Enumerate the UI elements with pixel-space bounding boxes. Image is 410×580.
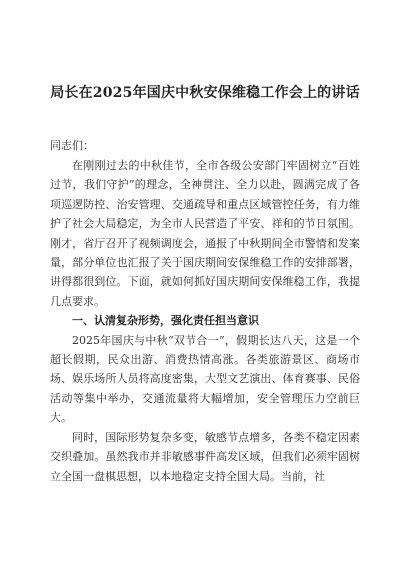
body-paragraph: 在刚刚过去的中秋佳节，全市各级公安部门牢固树立“百姓过节，我们守护”的理念，全神贯注、全力以赴，圆满完成了各项巡逻防控、治安管理、交通疏导和重点区域管控任务，有力维护了社会大局稳定，为全市人民营造了平安、祥和的节日氛围。刚才，省厅召开了视频调度会，通报了中秋期间全市警情和发案量，部分单位也汇报了关于国庆期间安保维稳工作的安排部署，讲得都很到位。下面，就如何抓好国庆期间安保维稳工作，我提几点要求。 — [50, 159, 360, 308]
salutation: 同志们： — [50, 139, 94, 152]
body-paragraph: 2025年国庆与中秋“双节合一”，假期长达八天，这是一个超长假期，民众出游、消费热情高涨。各类旅游景区、商场市场、娱乐场所人员将高度密集，大型文艺演出、体育赛事、民俗活动等集中举办，交通流量将大幅增加，安全管理压力空前巨大。 — [50, 333, 360, 425]
document-title: 局长在2025年国庆中秋安保维稳工作会上的讲话 — [50, 85, 360, 101]
section-heading: 一、认清复杂形势，强化责任担当意识 — [72, 314, 259, 328]
body-paragraph: 同时，国际形势复杂多变，敏感节点增多，各类不稳定因素交织叠加。虽然我市并非敏感事件高发区域，但我们必须牢固树立全国一盘棋思想，以本地稳定支持全国大局。当前，社 — [50, 430, 360, 483]
